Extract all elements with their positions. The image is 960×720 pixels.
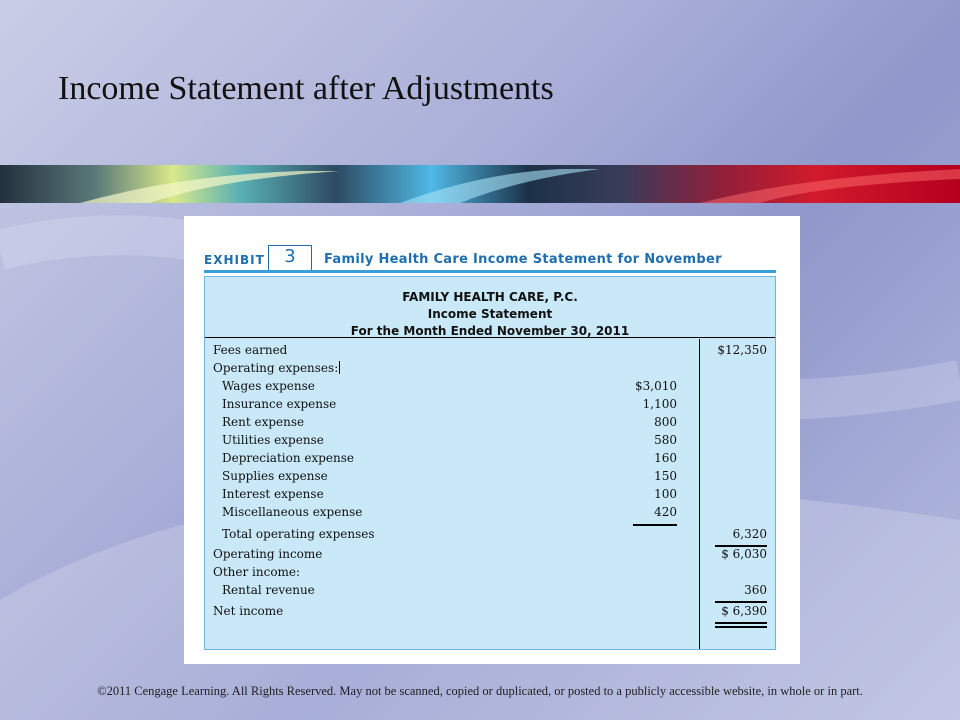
text-cursor xyxy=(339,361,340,374)
double-rule-top xyxy=(715,622,767,624)
subtotal-rule xyxy=(633,524,677,526)
row-label: Net income xyxy=(213,604,284,618)
fees-earned-row xyxy=(205,343,775,361)
row-amount: 360 xyxy=(744,583,767,597)
row-amount: 150 xyxy=(654,469,677,483)
operating-expenses-header xyxy=(205,361,775,379)
row-label: Supplies expense xyxy=(222,469,328,483)
income-statement-panel xyxy=(204,276,776,650)
exhibit-header xyxy=(204,245,776,271)
row-amount: $ 6,390 xyxy=(721,604,767,618)
row-amount: $ 6,030 xyxy=(721,547,767,561)
row-label: Miscellaneous expense xyxy=(222,505,363,519)
total-operating-row xyxy=(205,527,775,545)
exhibit-title: Family Health Care Income Statement for November xyxy=(324,252,722,267)
exhibit-number-tab: 3 xyxy=(268,245,312,272)
double-rule-bottom xyxy=(715,626,767,628)
expense-row xyxy=(205,415,775,433)
row-amount: 6,320 xyxy=(732,527,767,541)
row-amount: 160 xyxy=(654,451,677,465)
decorative-color-band xyxy=(0,165,960,203)
exhibit-label: EXHIBIT xyxy=(204,253,265,267)
row-label: Utilities expense xyxy=(222,433,324,447)
row-amount: 420 xyxy=(654,505,677,519)
rental-revenue-row xyxy=(205,583,775,601)
row-label: Operating income xyxy=(213,547,323,561)
row-amount: 100 xyxy=(654,487,677,501)
row-label: Wages expense xyxy=(222,379,315,393)
row-label: Fees earned xyxy=(213,343,288,357)
row-amount: 800 xyxy=(654,415,677,429)
expense-row xyxy=(205,469,775,487)
copyright-footer: ©2011 Cengage Learning. All Rights Reserved. May not be scanned, copied or duplicated, or posted to a publicly accessible website, in whole or in part. xyxy=(97,684,863,698)
company-name: FAMILY HEALTH CARE, P.C. xyxy=(402,290,578,304)
row-amount: 1,100 xyxy=(642,397,677,411)
row-label: Interest expense xyxy=(222,487,324,501)
other-income-header xyxy=(205,565,775,583)
expense-row xyxy=(205,451,775,469)
slide-title: Income Statement after Adjustments xyxy=(58,70,554,107)
row-amount: $12,350 xyxy=(717,343,767,357)
expense-row xyxy=(205,397,775,415)
row-amount: $3,010 xyxy=(635,379,677,393)
exhibit-image xyxy=(184,216,800,664)
row-label: Operating expenses: xyxy=(213,361,339,375)
row-label: Depreciation expense xyxy=(222,451,355,465)
exhibit-divider xyxy=(204,270,776,273)
row-amount: 580 xyxy=(654,433,677,447)
statement-name: Income Statement xyxy=(427,307,553,321)
row-label: Rent expense xyxy=(222,415,305,429)
row-label: Rental revenue xyxy=(222,583,315,597)
row-label: Other income: xyxy=(213,565,301,579)
row-label: Total operating expenses xyxy=(222,527,375,541)
expense-row xyxy=(205,433,775,451)
row-label: Insurance expense xyxy=(222,397,337,411)
expense-row xyxy=(205,505,775,523)
statement-period: For the Month Ended November 30, 2011 xyxy=(350,324,630,338)
net-rule xyxy=(715,601,767,603)
expense-row xyxy=(205,379,775,397)
operating-income-row xyxy=(205,547,775,565)
statement-heading xyxy=(205,277,775,338)
expense-row xyxy=(205,487,775,505)
net-income-row xyxy=(205,604,775,622)
